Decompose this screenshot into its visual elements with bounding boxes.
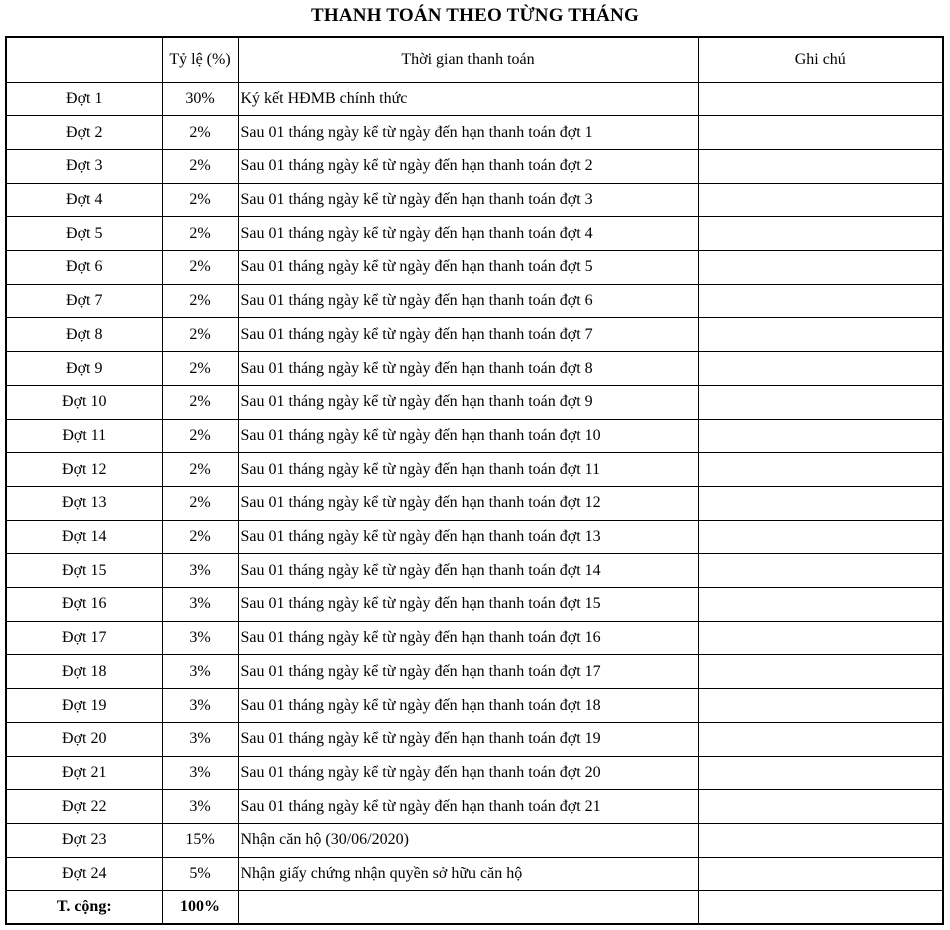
- ratio-cell: 2%: [162, 284, 238, 318]
- note-cell: [698, 453, 942, 487]
- payment-time-cell: Sau 01 tháng ngày kể từ ngày đến hạn thanh toán đợt 17: [238, 655, 698, 689]
- payment-time-cell: Sau 01 tháng ngày kể từ ngày đến hạn thanh toán đợt 12: [238, 486, 698, 520]
- note-cell: [698, 722, 942, 756]
- payment-schedule-table: [7, 38, 942, 923]
- ratio-cell: 15%: [162, 824, 238, 858]
- table-row: [7, 385, 942, 419]
- installment-cell: Đợt 3: [7, 149, 162, 183]
- installment-cell: Đợt 9: [7, 352, 162, 386]
- payment-table-container: [5, 36, 944, 925]
- payment-time-cell: Sau 01 tháng ngày kể từ ngày đến hạn thanh toán đợt 16: [238, 621, 698, 655]
- payment-time-cell: Sau 01 tháng ngày kể từ ngày đến hạn thanh toán đợt 14: [238, 554, 698, 588]
- payment-time-cell: Sau 01 tháng ngày kể từ ngày đến hạn thanh toán đợt 10: [238, 419, 698, 453]
- installment-cell: Đợt 1: [7, 82, 162, 116]
- ratio-cell: 2%: [162, 486, 238, 520]
- note-cell: [698, 655, 942, 689]
- total-ratio: 100%: [162, 891, 238, 923]
- ratio-cell: 2%: [162, 318, 238, 352]
- table-row: [7, 149, 942, 183]
- header-ratio: Tỷ lệ (%): [162, 38, 238, 82]
- payment-time-cell: Sau 01 tháng ngày kể từ ngày đến hạn thanh toán đợt 5: [238, 251, 698, 285]
- installment-cell: Đợt 10: [7, 385, 162, 419]
- installment-cell: Đợt 19: [7, 689, 162, 723]
- header-note: Ghi chú: [698, 38, 942, 82]
- payment-time-cell: Sau 01 tháng ngày kể từ ngày đến hạn thanh toán đợt 2: [238, 149, 698, 183]
- installment-cell: Đợt 17: [7, 621, 162, 655]
- header-payment-time: Thời gian thanh toán: [238, 38, 698, 82]
- installment-cell: Đợt 21: [7, 756, 162, 790]
- note-cell: [698, 857, 942, 891]
- table-row: [7, 318, 942, 352]
- table-header-row: [7, 38, 942, 82]
- payment-time-cell: Ký kết HĐMB chính thức: [238, 82, 698, 116]
- note-cell: [698, 318, 942, 352]
- installment-cell: Đợt 24: [7, 857, 162, 891]
- payment-time-cell: Sau 01 tháng ngày kể từ ngày đến hạn thanh toán đợt 11: [238, 453, 698, 487]
- ratio-cell: 2%: [162, 183, 238, 217]
- note-cell: [698, 588, 942, 622]
- table-row: [7, 554, 942, 588]
- table-row: [7, 352, 942, 386]
- ratio-cell: 5%: [162, 857, 238, 891]
- ratio-cell: 30%: [162, 82, 238, 116]
- ratio-cell: 3%: [162, 588, 238, 622]
- payment-time-cell: Nhận giấy chứng nhận quyền sở hữu căn hộ: [238, 857, 698, 891]
- table-row: [7, 655, 942, 689]
- table-row: [7, 419, 942, 453]
- installment-cell: Đợt 23: [7, 824, 162, 858]
- table-row: [7, 588, 942, 622]
- payment-time-cell: Sau 01 tháng ngày kể từ ngày đến hạn thanh toán đợt 9: [238, 385, 698, 419]
- payment-time-cell: Sau 01 tháng ngày kể từ ngày đến hạn thanh toán đợt 13: [238, 520, 698, 554]
- note-cell: [698, 824, 942, 858]
- note-cell: [698, 419, 942, 453]
- note-cell: [698, 116, 942, 150]
- installment-cell: Đợt 8: [7, 318, 162, 352]
- ratio-cell: 3%: [162, 621, 238, 655]
- note-cell: [698, 251, 942, 285]
- note-cell: [698, 149, 942, 183]
- payment-time-cell: Nhận căn hộ (30/06/2020): [238, 824, 698, 858]
- payment-time-cell: Sau 01 tháng ngày kể từ ngày đến hạn thanh toán đợt 7: [238, 318, 698, 352]
- ratio-cell: 3%: [162, 722, 238, 756]
- payment-time-cell: Sau 01 tháng ngày kể từ ngày đến hạn thanh toán đợt 6: [238, 284, 698, 318]
- installment-cell: Đợt 6: [7, 251, 162, 285]
- note-cell: [698, 756, 942, 790]
- installment-cell: Đợt 22: [7, 790, 162, 824]
- total-time-cell: [238, 891, 698, 923]
- installment-cell: Đợt 16: [7, 588, 162, 622]
- installment-cell: Đợt 2: [7, 116, 162, 150]
- table-row: [7, 251, 942, 285]
- installment-cell: Đợt 7: [7, 284, 162, 318]
- table-row: [7, 520, 942, 554]
- note-cell: [698, 486, 942, 520]
- payment-time-cell: Sau 01 tháng ngày kể từ ngày đến hạn thanh toán đợt 15: [238, 588, 698, 622]
- ratio-cell: 3%: [162, 756, 238, 790]
- table-row: [7, 453, 942, 487]
- ratio-cell: 2%: [162, 217, 238, 251]
- note-cell: [698, 352, 942, 386]
- table-row: [7, 621, 942, 655]
- payment-time-cell: Sau 01 tháng ngày kể từ ngày đến hạn thanh toán đợt 21: [238, 790, 698, 824]
- installment-cell: Đợt 18: [7, 655, 162, 689]
- payment-time-cell: Sau 01 tháng ngày kể từ ngày đến hạn thanh toán đợt 8: [238, 352, 698, 386]
- total-note-cell: [698, 891, 942, 923]
- note-cell: [698, 183, 942, 217]
- installment-cell: Đợt 13: [7, 486, 162, 520]
- table-row: [7, 824, 942, 858]
- table-row: [7, 722, 942, 756]
- table-row: [7, 756, 942, 790]
- note-cell: [698, 284, 942, 318]
- note-cell: [698, 554, 942, 588]
- payment-time-cell: Sau 01 tháng ngày kể từ ngày đến hạn thanh toán đợt 3: [238, 183, 698, 217]
- payment-time-cell: Sau 01 tháng ngày kể từ ngày đến hạn thanh toán đợt 4: [238, 217, 698, 251]
- installment-cell: Đợt 5: [7, 217, 162, 251]
- table-row: [7, 116, 942, 150]
- ratio-cell: 3%: [162, 790, 238, 824]
- ratio-cell: 2%: [162, 419, 238, 453]
- header-installment: [7, 38, 162, 82]
- note-cell: [698, 621, 942, 655]
- table-row: [7, 790, 942, 824]
- ratio-cell: 2%: [162, 116, 238, 150]
- payment-time-cell: Sau 01 tháng ngày kể từ ngày đến hạn thanh toán đợt 19: [238, 722, 698, 756]
- ratio-cell: 3%: [162, 689, 238, 723]
- installment-cell: Đợt 11: [7, 419, 162, 453]
- ratio-cell: 2%: [162, 453, 238, 487]
- note-cell: [698, 689, 942, 723]
- note-cell: [698, 82, 942, 116]
- table-body: [7, 38, 942, 923]
- ratio-cell: 2%: [162, 520, 238, 554]
- payment-time-cell: Sau 01 tháng ngày kể từ ngày đến hạn thanh toán đợt 18: [238, 689, 698, 723]
- table-row: [7, 183, 942, 217]
- page-title: THANH TOÁN THEO TỪNG THÁNG: [311, 5, 639, 26]
- ratio-cell: 3%: [162, 655, 238, 689]
- note-cell: [698, 385, 942, 419]
- table-row: [7, 82, 942, 116]
- installment-cell: Đợt 15: [7, 554, 162, 588]
- table-row: [7, 284, 942, 318]
- payment-time-cell: Sau 01 tháng ngày kể từ ngày đến hạn thanh toán đợt 20: [238, 756, 698, 790]
- total-label: T. cộng:: [7, 891, 162, 923]
- ratio-cell: 2%: [162, 352, 238, 386]
- ratio-cell: 2%: [162, 385, 238, 419]
- ratio-cell: 2%: [162, 251, 238, 285]
- installment-cell: Đợt 14: [7, 520, 162, 554]
- table-row: [7, 217, 942, 251]
- installment-cell: Đợt 20: [7, 722, 162, 756]
- note-cell: [698, 790, 942, 824]
- installment-cell: Đợt 12: [7, 453, 162, 487]
- note-cell: [698, 520, 942, 554]
- ratio-cell: 3%: [162, 554, 238, 588]
- payment-time-cell: Sau 01 tháng ngày kể từ ngày đến hạn thanh toán đợt 1: [238, 116, 698, 150]
- note-cell: [698, 217, 942, 251]
- table-row: [7, 689, 942, 723]
- table-row: [7, 486, 942, 520]
- installment-cell: Đợt 4: [7, 183, 162, 217]
- total-row: [7, 891, 942, 923]
- ratio-cell: 2%: [162, 149, 238, 183]
- table-row: [7, 857, 942, 891]
